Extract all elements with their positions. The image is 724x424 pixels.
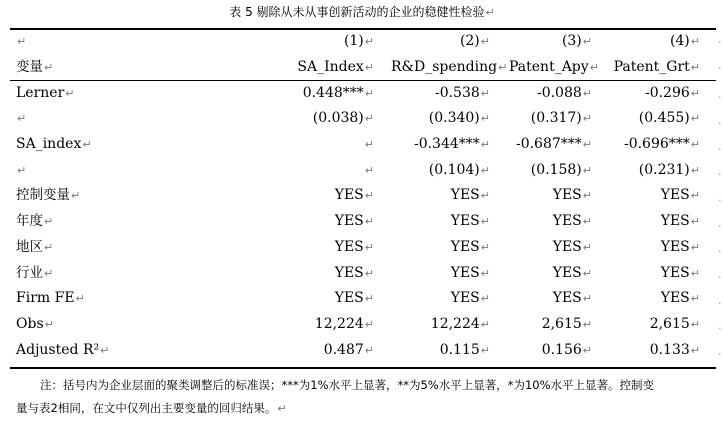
table-row [10,157,716,183]
column-name: Patent_Apy↵ [509,59,599,76]
table-row [10,183,716,209]
table-row [10,312,716,338]
empty-cell: ↵ [17,35,27,49]
column-number: (1)↵ [343,33,374,50]
value-cell: YES↵ [334,238,374,255]
value-cell: -0.296↵ [644,84,700,101]
value-cell: 2,615↵ [541,315,592,332]
value-cell: YES↵ [450,290,490,307]
table-row [10,209,716,235]
table-row [10,286,716,312]
row-label: Firm FE↵ [16,290,85,307]
column-name: Patent_Grt↵ [613,59,700,76]
table-row [10,80,716,106]
value-cell: (0.104)↵ [428,161,490,178]
paragraph-mark-icon: ↵ [277,402,287,415]
value-cell: 2,615↵ [649,315,700,332]
value-cell: YES↵ [552,187,592,204]
column-number: (4)↵ [669,33,700,50]
margin-mark-icon: · [718,168,722,181]
value-cell: YES↵ [450,187,490,204]
bottom-rule [10,367,716,369]
note-line-1: 注：括号内为企业层面的聚类调整后的标准误；***为1%水平上显著，**为5%水平上显著，*为10%水平上显著。控制变 [40,378,655,392]
column-name: SA_Index↵ [297,59,374,76]
value-cell: YES↵ [334,290,374,307]
value-cell: YES↵ [660,238,700,255]
value-cell: 0.133↵ [649,341,700,358]
column-number-row [10,29,716,55]
value-cell: 12,224↵ [430,315,490,332]
note-line-2: 量与表2相同，在文中仅列出主要变量的回归结果。 [16,401,277,415]
row-label: Adjusted R²↵ [16,341,110,358]
row-label: ↵ [17,112,27,126]
row-label: Obs↵ [16,315,54,332]
table-title: 表 5 剔除从未从事创新活动的企业的稳健性检验↵ [229,5,495,19]
value-cell: YES↵ [334,213,374,230]
table-note [10,374,710,420]
value-cell: 0.448***↵ [302,84,374,101]
margin-mark-icon: · [718,245,722,258]
value-cell: YES↵ [450,238,490,255]
column-name-row [10,55,716,81]
table-row [10,235,716,261]
table-row [10,337,716,363]
value-cell: -0.696***↵ [623,136,700,153]
value-cell: YES↵ [660,264,700,281]
column-number: (2)↵ [459,33,490,50]
value-cell: YES↵ [660,290,700,307]
row-label: SA_index↵ [16,136,92,153]
value-cell: ↵ [364,163,374,177]
value-cell: 0.115↵ [439,341,490,358]
value-cell: YES↵ [552,238,592,255]
value-cell: YES↵ [450,264,490,281]
value-cell: YES↵ [334,264,374,281]
value-cell: 0.487↵ [323,341,374,358]
value-cell: ↵ [364,138,374,152]
row-label: ↵ [17,163,27,177]
value-cell: -0.344***↵ [413,136,490,153]
margin-mark-icon: · [718,220,722,233]
margin-mark-icon: · [718,271,722,284]
table-row [10,260,716,286]
value-cell: (0.317)↵ [530,110,592,127]
margin-mark-icon: · [718,348,722,361]
margin-mark-icon: · [718,297,722,310]
row-label: Lerner↵ [16,84,75,101]
value-cell: 0.156↵ [541,341,592,358]
paragraph-mark-icon: ↵ [485,6,495,19]
row-label: 行业↵ [16,264,54,281]
margin-mark-icon: · [718,194,722,207]
column-number: (3)↵ [561,33,592,50]
value-cell: -0.088↵ [536,84,592,101]
value-cell: YES↵ [552,264,592,281]
value-cell: (0.158)↵ [530,161,592,178]
value-cell: YES↵ [660,213,700,230]
margin-mark-icon: · [718,117,722,130]
table-row [10,132,716,158]
variable-header: 变量↵ [16,59,54,76]
value-cell: (0.231)↵ [638,161,700,178]
margin-mark-icon: · [718,322,722,335]
row-label: 地区↵ [16,238,54,255]
value-cell: YES↵ [552,213,592,230]
value-cell: YES↵ [334,187,374,204]
value-cell: (0.455)↵ [638,110,700,127]
value-cell: -0.687***↵ [515,136,592,153]
row-label: 控制变量↵ [16,187,81,204]
value-cell: (0.340)↵ [428,110,490,127]
margin-mark-icon: · [718,62,722,75]
value-cell: 12,224↵ [314,315,374,332]
margin-mark-icon: · [718,36,722,49]
value-cell: YES↵ [552,290,592,307]
margin-mark-icon: · [718,143,722,156]
value-cell: (0.038)↵ [312,110,374,127]
margin-mark-icon: · [718,91,722,104]
row-label: 年度↵ [16,213,54,230]
value-cell: YES↵ [660,187,700,204]
value-cell: YES↵ [450,213,490,230]
column-name: R&D_spending↵ [391,59,508,76]
value-cell: -0.538↵ [434,84,490,101]
table-row [10,106,716,132]
regression-table [10,29,716,363]
